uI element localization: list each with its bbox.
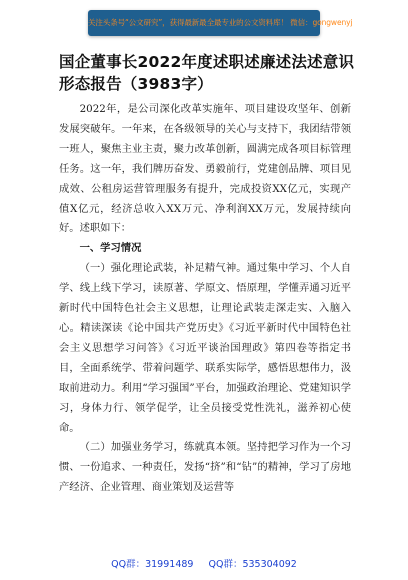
footer-qq-group-1: QQ群：31991489 — [111, 559, 194, 570]
intro-paragraph: 2022年，是公司深化改革实施年、项目建设攻坚年、创新发展突破年。一年来，在各级领导的关心与支持下，我团结带领一班人，聚焦主业主责，聚力改革创新，圆满完成各项目标管理任务。这一年，我们牌历奋发、勇毅前行，党建创品牌、项目见成效、公租房运营管理服务有提升，完成投资XX亿元，实现产值X亿元，经济总收入XX万元、净利润XX万元，发展持续向好。述职如下： — [59, 103, 351, 235]
section-heading: 一、学习情况 — [79, 242, 142, 255]
banner-text: 关注头条号“公文研究”，获得最新最全最专业的公文资料库！ 微信：gongwenyj — [88, 18, 353, 27]
header-banner — [88, 10, 353, 36]
document-title: 国企董事长2022年度述职述廉述法述意识形态报告（3983字） — [59, 53, 355, 93]
paragraph-theory-study: （一）强化理论武装，补足精气神。通过集中学习、个人自学、线上线下学习，读原著、学原文、悟原理，学懂弄通习近平新时代中国特色社会主义思想，让理论武装走深走实、入脑入心。精读深读《论中国共产党历史》《习近平新时代中国特色社会主义思想学习问答》《习近平谈治国理政》第四卷等指定书目，全面系统学、带着问题学、联系实际学，感悟思想伟力，汲取前进动力。利用“学习强国”平台，加强政治理论、党建知识学习，身体力行、领学促学，让全员接受党性洗礼，滋养初心使命。 — [59, 262, 351, 434]
paragraph-business-study: （二）加强业务学习，练就真本领。坚持把学习作为一个习惯、一份追求、一种责任，发扬“挤”和“钻”的精神，学习了房地产经济、企业管理、商业策划及运营等 — [59, 441, 351, 494]
footer-qq-group-2: QQ群：535304092 — [208, 559, 297, 570]
footer-contact — [0, 556, 408, 570]
document-body — [59, 100, 351, 498]
